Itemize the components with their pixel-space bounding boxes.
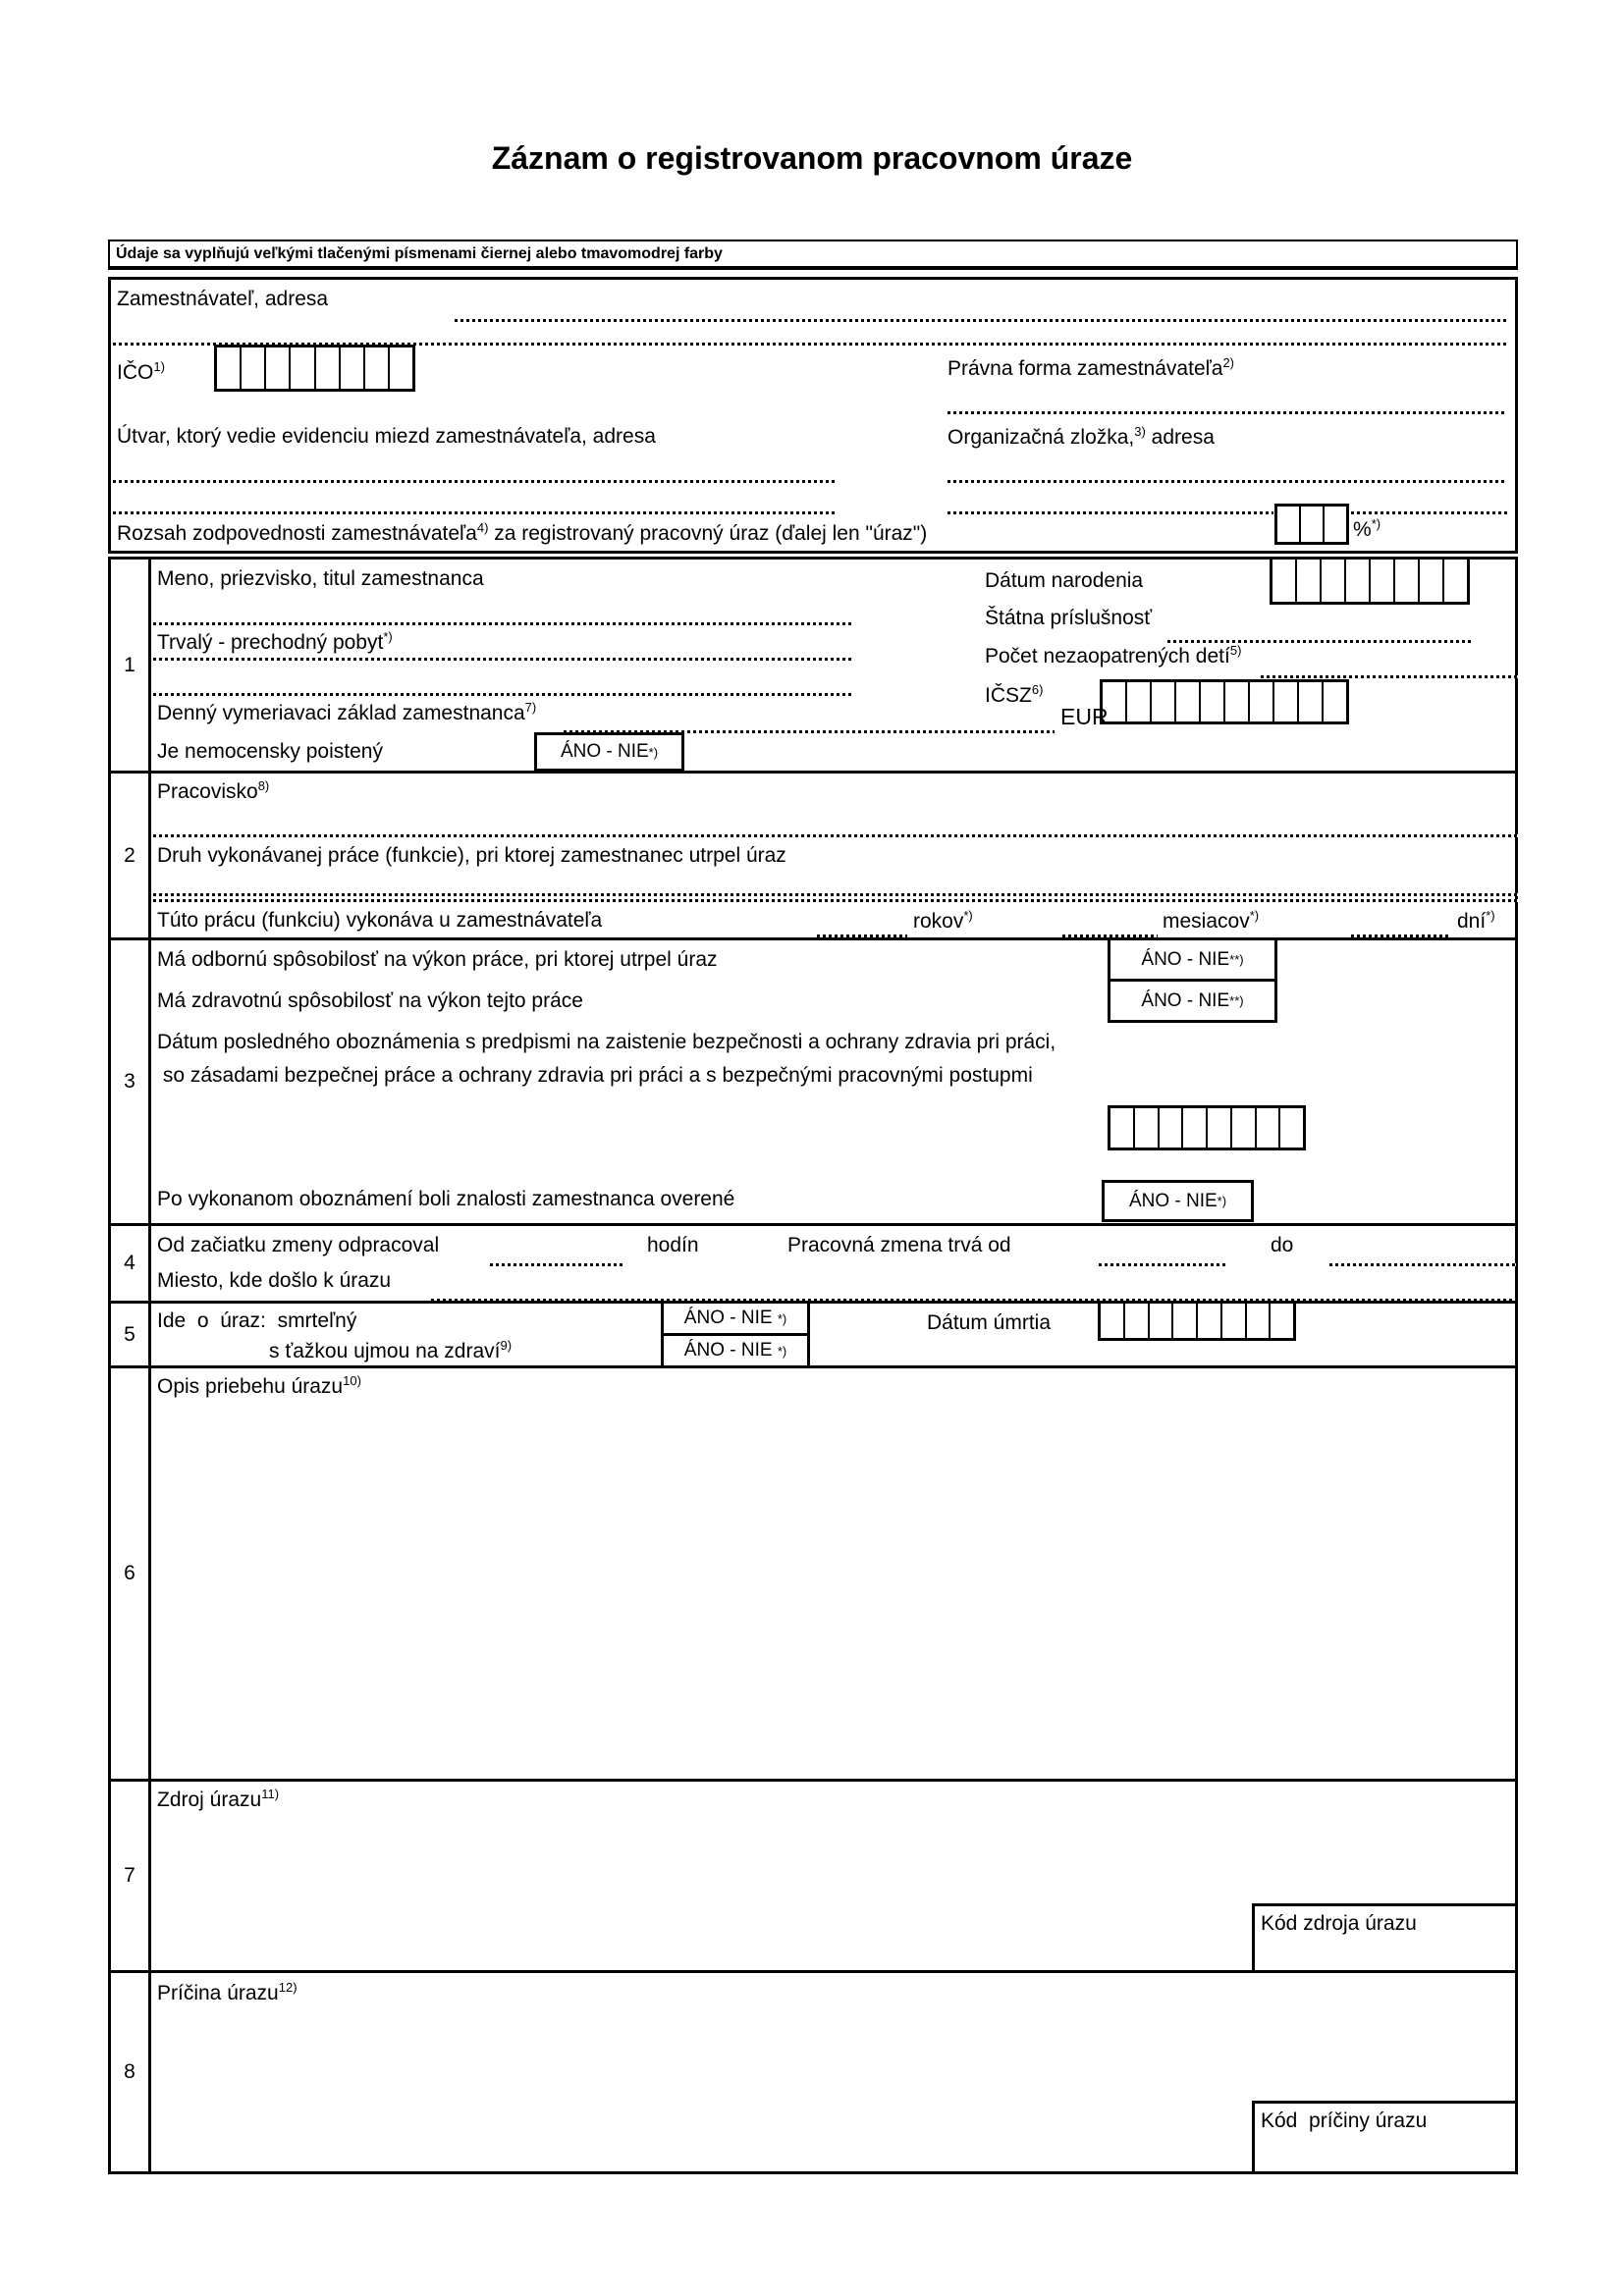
eur-label: EUR <box>1060 704 1109 729</box>
insured-choice[interactable]: ÁNO - NIE *) <box>534 732 684 772</box>
fill-line-name[interactable] <box>153 622 852 625</box>
death-date-label: Dátum úmrtia <box>927 1311 1052 1334</box>
section-8-number: 8 <box>111 1973 151 2171</box>
fill-line-residence-1[interactable] <box>153 658 852 661</box>
health-competence-choice[interactable]: ÁNO - NIE **) <box>1108 982 1277 1023</box>
hours-worked-label: Od začiatku zmeny odpracoval <box>157 1234 440 1256</box>
payroll-unit-label: Útvar, ktorý vedie evidenciu miezd zamestnávateľa, adresa <box>117 425 656 448</box>
fill-line-org-1[interactable] <box>947 480 1507 483</box>
severe-injury-choice[interactable]: ÁNO - NIE *) <box>661 1336 810 1365</box>
ico-grid[interactable] <box>214 345 415 392</box>
fill-line-shift-to[interactable] <box>1329 1263 1516 1266</box>
fill-line-workplace[interactable] <box>153 834 1518 837</box>
percent-label: %*) <box>1353 516 1381 541</box>
accident-source-label: Zdroj úrazu$^{11)}$ <box>157 1787 280 1811</box>
fill-line-nationality[interactable] <box>1167 640 1472 643</box>
birth-date-label: Dátum narodenia <box>985 569 1144 592</box>
shift-to-label: do <box>1271 1234 1294 1256</box>
section-6-number: 6 <box>111 1368 151 1779</box>
cause-code-box[interactable] <box>1252 2101 1515 2171</box>
section-4 <box>111 1223 1515 1301</box>
source-code-label: Kód zdroja úrazu <box>1261 1912 1417 1935</box>
fill-line-payroll-1[interactable] <box>113 480 838 483</box>
training-date-label-line1: Dátum posledného oboznámenia s predpismi na zaistenie bezpečnosti a ochrany zdravia pri práci, <box>157 1031 1056 1053</box>
professional-competence-choice[interactable]: ÁNO - NIE **) <box>1108 940 1277 982</box>
source-code-box[interactable] <box>1252 1903 1515 1970</box>
icsz-grid[interactable] <box>1100 679 1349 724</box>
form-table <box>108 557 1518 2174</box>
section-5-number: 5 <box>111 1304 151 1365</box>
fill-line-liability[interactable] <box>1351 511 1507 514</box>
accident-description-label: Opis priebehu úrazu$^{10)}$ <box>157 1373 361 1398</box>
section-8 <box>111 1970 1515 2171</box>
employer-box <box>108 277 1518 554</box>
legal-form-label: Právna forma zamestnávateľa$^{2)}$ <box>947 355 1234 380</box>
training-date-grid[interactable] <box>1108 1105 1306 1150</box>
instruction-text: Údaje sa vyplňujú veľkými tlačenými písmenami čiernej alebo tmavomodrej farby <box>116 245 723 262</box>
accident-cause-label: Príčina úrazu$^{12)}$ <box>157 1980 298 2004</box>
section-1-number: 1 <box>111 560 151 771</box>
training-date-label-line2: so zásadami bezpečnej práce a ochrany zdravia pri práci a s bezpečnými pracovnými postupmi <box>157 1064 1033 1087</box>
fill-line-legal-form[interactable] <box>947 411 1507 414</box>
fill-line-work-type-2[interactable] <box>153 899 1518 902</box>
ico-label: IČO$^{1)}$ <box>117 359 165 384</box>
fill-line-org-2[interactable] <box>947 511 1273 514</box>
section-7 <box>111 1779 1515 1970</box>
accident-cause-area[interactable] <box>151 2010 1241 2171</box>
fill-line-work-type-1[interactable] <box>153 893 1518 896</box>
years-label: rokov*) <box>913 908 973 933</box>
workplace-label: Pracovisko$^{8)}$ <box>157 778 270 803</box>
accident-place-label: Miesto, kde došlo k úrazu <box>157 1269 392 1292</box>
nationality-label: Štátna príslušnosť <box>985 607 1153 629</box>
professional-competence-label: Má odbornú spôsobilosť na výkon práce, pri ktorej utrpel úraz <box>157 948 718 971</box>
accident-description-area[interactable] <box>151 1404 1515 1779</box>
liability-label: Rozsah zodpovednosti zamestnávateľa$^{4)}$ za registrovaný pracovný úraz (ďalej len "úraz") <box>117 520 928 545</box>
daily-base-label: Denný vymeriavaci základ zamestnanca$^{7)}$ <box>157 700 537 724</box>
fill-line-payroll-2[interactable] <box>113 511 838 514</box>
fill-line-residence-2[interactable] <box>153 693 852 696</box>
tenure-label: Túto prácu (funkciu) vykonáva u zamestnávateľa <box>157 909 603 932</box>
org-unit-label: Organizačná zložka,$^{3)}$ adresa <box>947 424 1215 449</box>
severe-injury-label: s ťažkou ujmou na zdraví$^{9)}$ <box>269 1338 513 1362</box>
instruction-banner <box>108 240 1518 270</box>
fill-line-shift-from[interactable] <box>1099 1263 1226 1266</box>
section-2 <box>111 771 1515 937</box>
work-type-label: Druh vykonávanej práce (funkcie), pri ktorej zamestnanec utrpel úraz <box>157 844 786 867</box>
health-competence-label: Má zdravotnú spôsobilosť na výkon tejto práce <box>157 989 583 1012</box>
icsz-label: IČSZ$^{6)}$ <box>985 682 1044 707</box>
hours-label: hodín <box>647 1234 699 1256</box>
fill-line-children[interactable] <box>1261 675 1519 678</box>
section-6 <box>111 1365 1515 1779</box>
months-label: mesiacov*) <box>1163 908 1260 933</box>
liability-percent-grid[interactable] <box>1274 504 1349 545</box>
insured-label: Je nemocensky poistený <box>157 740 383 763</box>
days-label: dní*) <box>1457 908 1495 933</box>
children-count-label: Počet nezaopatrených detí$^{5)}$ <box>985 643 1242 667</box>
cause-code-label: Kód príčiny úrazu <box>1261 2109 1428 2132</box>
birth-date-grid[interactable] <box>1270 560 1470 605</box>
fill-line-employer-address-1[interactable] <box>455 319 1507 322</box>
section-3 <box>111 937 1515 1223</box>
section-5 <box>111 1301 1515 1365</box>
section-4-number: 4 <box>111 1226 151 1301</box>
section-7-number: 7 <box>111 1782 151 1970</box>
knowledge-verified-label: Po vykonanom oboznámení boli znalosti zamestnanca overené <box>157 1188 735 1210</box>
shift-duration-label: Pracovná zmena trvá od <box>787 1234 1011 1256</box>
section-1 <box>111 560 1515 771</box>
section-2-number: 2 <box>111 774 151 937</box>
death-date-grid[interactable] <box>1098 1304 1296 1341</box>
employer-address-label: Zamestnávateľ, adresa <box>117 288 329 310</box>
accident-source-area[interactable] <box>151 1817 1241 1970</box>
accident-type-label: Ide o úraz: smrteľný <box>157 1309 357 1332</box>
employee-name-label: Meno, priezvisko, titul zamestnanca <box>157 567 484 590</box>
fill-line-hours-worked[interactable] <box>490 1263 623 1266</box>
page-title: Záznam o registrovanom pracovnom úraze <box>491 140 1133 176</box>
knowledge-verified-choice[interactable]: ÁNO - NIE *) <box>1102 1180 1254 1222</box>
section-3-number: 3 <box>111 940 151 1223</box>
fatal-accident-choice[interactable]: ÁNO - NIE *) <box>661 1304 810 1336</box>
residence-label: Trvalý - prechodný pobyt*) <box>157 629 393 654</box>
